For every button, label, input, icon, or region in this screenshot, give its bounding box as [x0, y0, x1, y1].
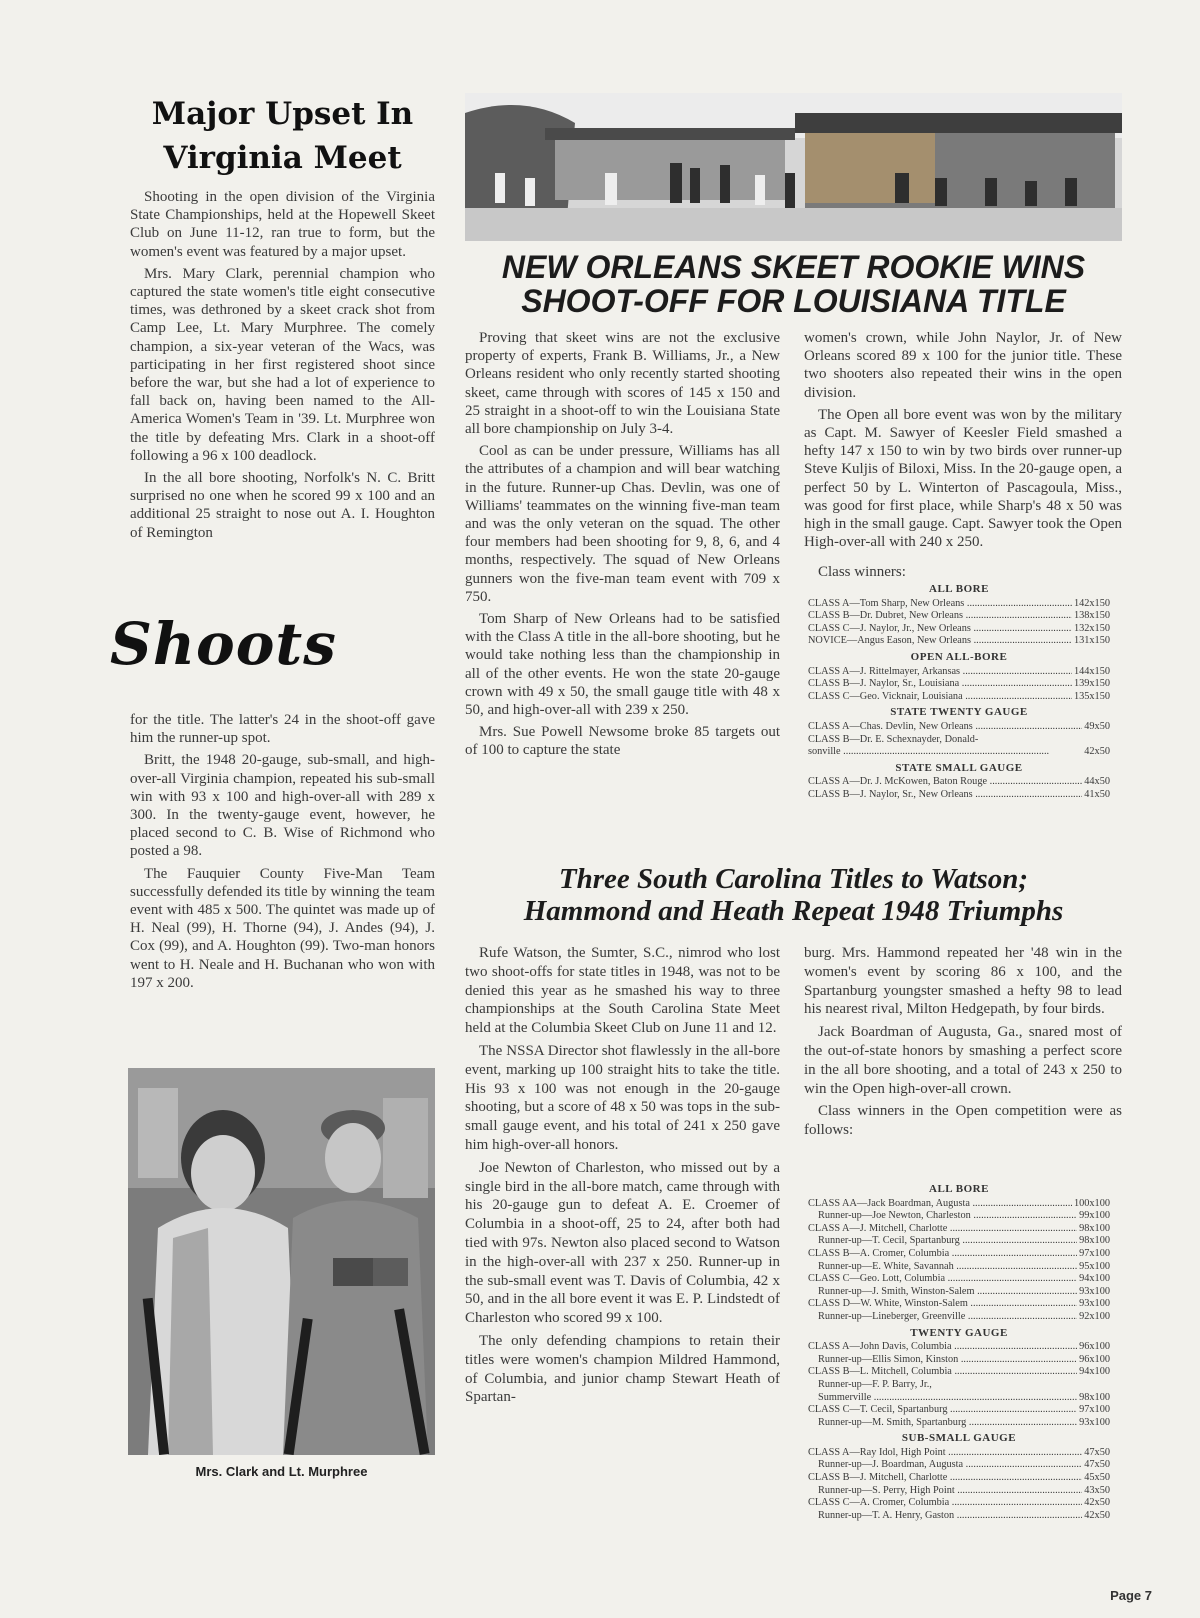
results-heading: STATE SMALL GAUGE — [895, 761, 1023, 774]
result-name: CLASS A—John Davis, Columbia ..... — [808, 1341, 1077, 1354]
clark-murphree-photo — [128, 1068, 435, 1455]
virginia-body-1 — [130, 188, 435, 546]
result-name: CLASS B—J. Mitchell, Charlotte ..... — [808, 1472, 1082, 1485]
results-section — [808, 1432, 1110, 1522]
louisiana-col-2 — [804, 329, 1122, 555]
result-row — [808, 678, 1110, 691]
result-row — [808, 1223, 1110, 1236]
paragraph: Tom Sharp of New Orleans had to be satisfied with the Class A title in the all-bore shooting, but he would take nothing less than the championship in all of the other events. He won the state 20-gauge crown with 49 x 50, the small gauge title with 48 x 50, and high-over-all with 239 x 250. — [465, 611, 780, 719]
result-score: 97x100 — [1079, 1404, 1110, 1416]
result-score: 138x150 — [1073, 610, 1110, 622]
result-name: Runner-up—F. P. Barry, Jr., — [818, 1378, 932, 1390]
carolina-headline-line-2: Hammond and Heath Repeat 1948 Triumphs — [523, 895, 1064, 927]
louisiana-headline-line-2: SHOOT-OFF FOR LOUISIANA TITLE — [521, 283, 1066, 319]
paragraph: The Fauquier County Five-Man Team successfully defended its title by winning the team event with 485 x 500. The quintet was made up of H. Neal (99), H. Thorne (94), J. Andes (94), J. Cox (99), and A. Houghton (99). Two-man honors went to H. Neale and H. Buchanan who won with 197 x 200. — [130, 865, 435, 991]
result-row — [808, 721, 1110, 734]
result-score: 42x50 — [1084, 746, 1110, 758]
result-row — [808, 1341, 1110, 1354]
result-row — [808, 1354, 1110, 1367]
paragraph: Jack Boardman of Augusta, Ga., snared most of the out-of-state honors by smashing a perfect score in the all bore shooting, and a total of 243 x 250 to win the Open high-over-all crown. — [804, 1024, 1122, 1097]
paragraph: burg. Mrs. Hammond repeated her '48 win in the women's event by scoring 86 x 100, and the Spartanburg youngster smashed a hefty 98 to lead his nearest rival, Milton Hedgepath, by four birds. — [804, 945, 1122, 1018]
result-score: 95x100 — [1079, 1260, 1110, 1272]
result-score: 98x100 — [1079, 1235, 1110, 1247]
louisiana-results — [808, 580, 1110, 802]
results-section — [808, 651, 1110, 703]
result-row — [808, 1510, 1110, 1523]
result-name: Runner-up—Lineberger, Greenville ..... — [808, 1311, 1077, 1324]
louisiana-col-1 — [465, 329, 780, 764]
skeet-club-photo — [465, 93, 1122, 241]
results-section — [808, 706, 1110, 758]
carolina-headline-line-1: Three South Carolina Titles to Watson; — [558, 863, 1029, 895]
result-score: 47x50 — [1084, 1459, 1110, 1471]
result-name: CLASS D—W. White, Winston-Salem ..... — [808, 1298, 1077, 1311]
page-number: Page 7 — [1110, 1588, 1152, 1603]
paragraph: Shooting in the open division of the Virginia State Championships, held at the Hopewell Skeet Club on June 11-12, ran true to form, but the women's event was featured by a major upset. — [130, 189, 435, 260]
result-row — [808, 1497, 1110, 1510]
result-row — [808, 776, 1110, 789]
result-score: 45x50 — [1084, 1472, 1110, 1484]
result-score: 94x100 — [1079, 1273, 1110, 1285]
result-row — [808, 1210, 1110, 1223]
paragraph: for the title. The latter's 24 in the shoot-off gave him the runner-up spot. — [130, 712, 435, 747]
results-section — [808, 1327, 1110, 1430]
result-name: sonville ..... — [808, 746, 1049, 759]
result-score: 43x50 — [1084, 1484, 1110, 1496]
result-row — [808, 1366, 1110, 1379]
result-score: 96x100 — [1079, 1341, 1110, 1353]
result-name: NOVICE—Angus Eason, New Orleans ..... — [808, 635, 1072, 648]
results-heading: ALL BORE — [929, 1183, 989, 1195]
paragraph: The Open all bore event was won by the military as Capt. M. Sawyer of Keesler Field smashed a hefty 147 x 150 to win by two birds over runner-up Steve Kuljis of Biloxi, Miss. In the 20-gauge open, a perfect 50 by L. Winterton of Pascagoula, Miss., was good for first place, while Sharp's 48 x 50 was high in the small gauge. Capt. Sawyer took the Open High-over-all with 240 x 250. — [804, 406, 1122, 551]
result-name: Runner-up—S. Perry, High Point ..... — [808, 1485, 1082, 1498]
results-heading: OPEN ALL-BORE — [910, 650, 1008, 663]
virginia-headline-line-1: Major Upset In — [151, 96, 414, 132]
result-name: CLASS B—A. Cromer, Columbia ..... — [808, 1248, 1077, 1261]
result-name: Runner-up—Joe Newton, Charleston ..... — [808, 1210, 1077, 1223]
result-score: 98x100 — [1079, 1391, 1110, 1403]
result-name: CLASS A—Ray Idol, High Point ..... — [808, 1447, 1082, 1460]
result-score: 41x50 — [1084, 788, 1110, 800]
paragraph: The NSSA Director shot flawlessly in the all-bore event, marking up 100 straight hits to take the title. His 93 x 100 was not enough in the 20-gauge shooting, but a score of 48 x 50 was tops in the sub-small gauge event, and his total of 241 x 250 gave him high-over-all honors. — [465, 1042, 780, 1153]
result-score: 132x150 — [1073, 622, 1110, 634]
result-name: Runner-up—M. Smith, Spartanburg ..... — [808, 1417, 1077, 1430]
result-name: CLASS C—J. Naylor, Jr., New Orleans ..... — [808, 623, 1072, 636]
result-name: CLASS B—L. Mitchell, Columbia ..... — [808, 1366, 1077, 1379]
result-row — [808, 1248, 1110, 1261]
results-heading: SUB-SMALL GAUGE — [901, 1432, 1017, 1445]
result-name: CLASS A—Chas. Devlin, New Orleans ..... — [808, 721, 1082, 734]
result-name: CLASS A—Dr. J. McKowen, Baton Rouge ..... — [808, 776, 1082, 789]
result-row — [808, 1472, 1110, 1485]
results-section — [808, 762, 1110, 802]
result-row — [808, 691, 1110, 704]
result-name: CLASS A—Tom Sharp, New Orleans ..... — [808, 598, 1072, 611]
result-name: CLASS A—J. Rittelmayer, Arkansas ..... — [808, 666, 1072, 679]
result-score: 142x150 — [1073, 597, 1110, 609]
result-name: CLASS B—J. Naylor, Sr., New Orleans ..... — [808, 789, 1082, 802]
result-row — [808, 598, 1110, 611]
paragraph: Class winners in the Open competition were as follows: — [804, 1103, 1122, 1139]
result-name: CLASS B—Dr. Dubret, New Orleans ..... — [808, 610, 1072, 623]
results-heading: STATE TWENTY GAUGE — [890, 706, 1028, 719]
result-score: 139x150 — [1073, 678, 1110, 690]
result-row — [808, 1392, 1110, 1405]
result-name: CLASS C—T. Cecil, Spartanburg ..... — [808, 1404, 1077, 1417]
result-row — [808, 1298, 1110, 1311]
result-score: 94x100 — [1079, 1366, 1110, 1378]
paragraph: Mrs. Sue Powell Newsome broke 85 targets out of 100 to capture the state — [465, 724, 780, 759]
paragraph: Rufe Watson, the Sumter, S.C., nimrod who lost two shoot-offs for state titles in 1948, was not to be denied this year as he smashed his way to three championships at the South Carolina State Meet held at the Columbia Skeet Club on June 11 and 12. — [465, 945, 780, 1037]
result-score: 93x100 — [1079, 1285, 1110, 1297]
result-name: Runner-up—Ellis Simon, Kinston ..... — [808, 1354, 1077, 1367]
virginia-body-2 — [130, 711, 435, 996]
result-score: 93x100 — [1079, 1416, 1110, 1428]
carolina-headline — [465, 863, 1122, 927]
result-score: 42x50 — [1084, 1509, 1110, 1521]
result-name: CLASS B—J. Naylor, Sr., Louisiana ..... — [808, 678, 1072, 691]
paragraph: The only defending champions to retain their titles were women's champion Mildred Hammond, of Columbia, and junior champ Stewart Heath of Spartan- — [465, 1332, 780, 1406]
results-section — [808, 1183, 1110, 1324]
results-heading: TWENTY GAUGE — [910, 1326, 1008, 1339]
paragraph: Britt, the 1948 20-gauge, sub-small, and high-over-all Virginia champion, repeated his sub-small win with 93 x 100 and high-over-all with 289 x 300. In the twenty-gauge event, however, he placed second to C. B. Wise of Richmond who posted a 98. — [130, 752, 435, 860]
carolina-col-2 — [804, 944, 1122, 1144]
result-name: Runner-up—J. Smith, Winston-Salem ..... — [808, 1286, 1077, 1299]
result-score: 135x150 — [1073, 690, 1110, 702]
result-row — [808, 1198, 1110, 1211]
result-row — [808, 1404, 1110, 1417]
result-row — [808, 1273, 1110, 1286]
result-name: Runner-up—T. Cecil, Spartanburg ..... — [808, 1235, 1077, 1248]
result-score: 96x100 — [1079, 1353, 1110, 1365]
paragraph: Joe Newton of Charleston, who missed out by a single bird in the all-bore match, came through with his 20-gauge gun to defeat A. E. Croemer of Columbia in a shoot-off, 25 to 24, after both had tied with 97s. Newton also placed second to Watson in the high-over-all with 237 x 250. Runner-up in the sub-small event was T. Davis of Columbia, 42 x 50, and in the all bore event it was E. P. Lindstedt of Charleston who scored 99 x 100. — [465, 1159, 780, 1327]
result-row — [808, 666, 1110, 679]
result-score: 131x150 — [1073, 635, 1110, 647]
result-row — [808, 1485, 1110, 1498]
result-score: 92x100 — [1079, 1310, 1110, 1322]
result-row — [808, 1286, 1110, 1299]
result-name: CLASS C—Geo. Lott, Columbia ..... — [808, 1273, 1077, 1286]
result-row — [808, 734, 1110, 747]
result-name: Summerville ..... — [808, 1392, 1077, 1405]
result-row — [808, 1235, 1110, 1248]
result-name: CLASS C—Geo. Vicknair, Louisiana ..... — [808, 691, 1072, 704]
result-row — [808, 623, 1110, 636]
result-score: 98x100 — [1079, 1222, 1110, 1234]
result-row — [808, 1417, 1110, 1430]
result-name: Runner-up—J. Boardman, Augusta ..... — [808, 1459, 1082, 1472]
result-row — [808, 1379, 1110, 1392]
result-score: 42x50 — [1084, 1497, 1110, 1509]
result-score: 100x100 — [1073, 1197, 1110, 1209]
result-score — [1108, 1379, 1110, 1392]
paragraph: women's crown, while John Naylor, Jr. of New Orleans scored 89 x 100 for the junior title. These two shooters also repeated their wins in the open division. — [804, 330, 1122, 401]
paragraph: In the all bore shooting, Norfolk's N. C. Britt surprised no one when he scored 99 x 100 and an additional 25 straight to nose out A. I. Houghton of Remington — [130, 470, 435, 541]
result-score: 44x50 — [1084, 776, 1110, 788]
result-row — [808, 1459, 1110, 1472]
virginia-headline — [130, 92, 435, 180]
carolina-col-1 — [465, 944, 780, 1411]
result-name: CLASS C—A. Cromer, Columbia ..... — [808, 1497, 1082, 1510]
result-score: 144x150 — [1073, 665, 1110, 677]
result-row — [808, 1261, 1110, 1274]
result-name: Runner-up—T. A. Henry, Gaston ..... — [808, 1510, 1082, 1523]
louisiana-headline — [465, 250, 1122, 318]
result-name: CLASS A—J. Mitchell, Charlotte ..... — [808, 1223, 1077, 1236]
result-name: CLASS AA—Jack Boardman, Augusta ..... — [808, 1198, 1072, 1211]
paragraph: Mrs. Mary Clark, perennial champion who captured the state women's title eight consecutive times, was dethroned by a skeet crack shot from Camp Lee, Lt. Mary Murphree. The comely champion, a six-year veteran of the Wacs, was participating in her first registered shoot since before the war, but she had a lot of experience to fall back on, having been named to the All-America Women's Team in '39. Lt. Murphree won the title by defeating Mrs. Clark in a shoot-off following a 96 x 100 deadlock. — [130, 265, 435, 464]
results-heading: ALL BORE — [929, 583, 989, 595]
result-row — [808, 789, 1110, 802]
shoots-logo: Shoots — [110, 610, 337, 678]
result-score: 93x100 — [1079, 1298, 1110, 1310]
result-name: Runner-up—E. White, Savannah ..... — [808, 1261, 1077, 1274]
paragraph: Cool as can be under pressure, Williams has all the attributes of a champion and will bear watching in the future. Runner-up Chas. Devlin, was one of Williams' teammates on the winning five-man team and was the only veteran on the squad. The other four members had been shooting for 9, 8, 6, and 4 months, respectively. The squad of New Orleans gunners won the five-man team event with 709 x 750. — [465, 443, 780, 605]
paragraph: Proving that skeet wins are not the exclusive property of experts, Frank B. Williams, Jr., a New Orleans resident who only recently started shooting skeet, came through with scores of 145 x 150 and 25 straight in a shoot-off to win the Louisiana State all bore championship on July 3-4. — [465, 330, 780, 438]
result-row — [808, 746, 1110, 759]
result-row — [808, 1311, 1110, 1324]
louisiana-headline-line-1: NEW ORLEANS SKEET ROOKIE WINS — [501, 249, 1086, 285]
photo-caption: Mrs. Clark and Lt. Murphree — [195, 1464, 368, 1479]
louisiana-results-intro: Class winners: — [818, 564, 906, 580]
result-score: 97x100 — [1079, 1247, 1110, 1259]
result-score: 47x50 — [1084, 1446, 1110, 1458]
result-score — [1108, 734, 1110, 747]
result-row — [808, 635, 1110, 648]
carolina-results — [808, 1180, 1110, 1522]
result-name: CLASS B—Dr. E. Schexnayder, Donald- — [808, 733, 979, 745]
result-score: 99x100 — [1079, 1210, 1110, 1222]
result-score: 49x50 — [1084, 720, 1110, 732]
result-row — [808, 1447, 1110, 1460]
result-row — [808, 610, 1110, 623]
virginia-headline-line-2: Virginia Meet — [163, 140, 402, 176]
results-section — [808, 583, 1110, 648]
